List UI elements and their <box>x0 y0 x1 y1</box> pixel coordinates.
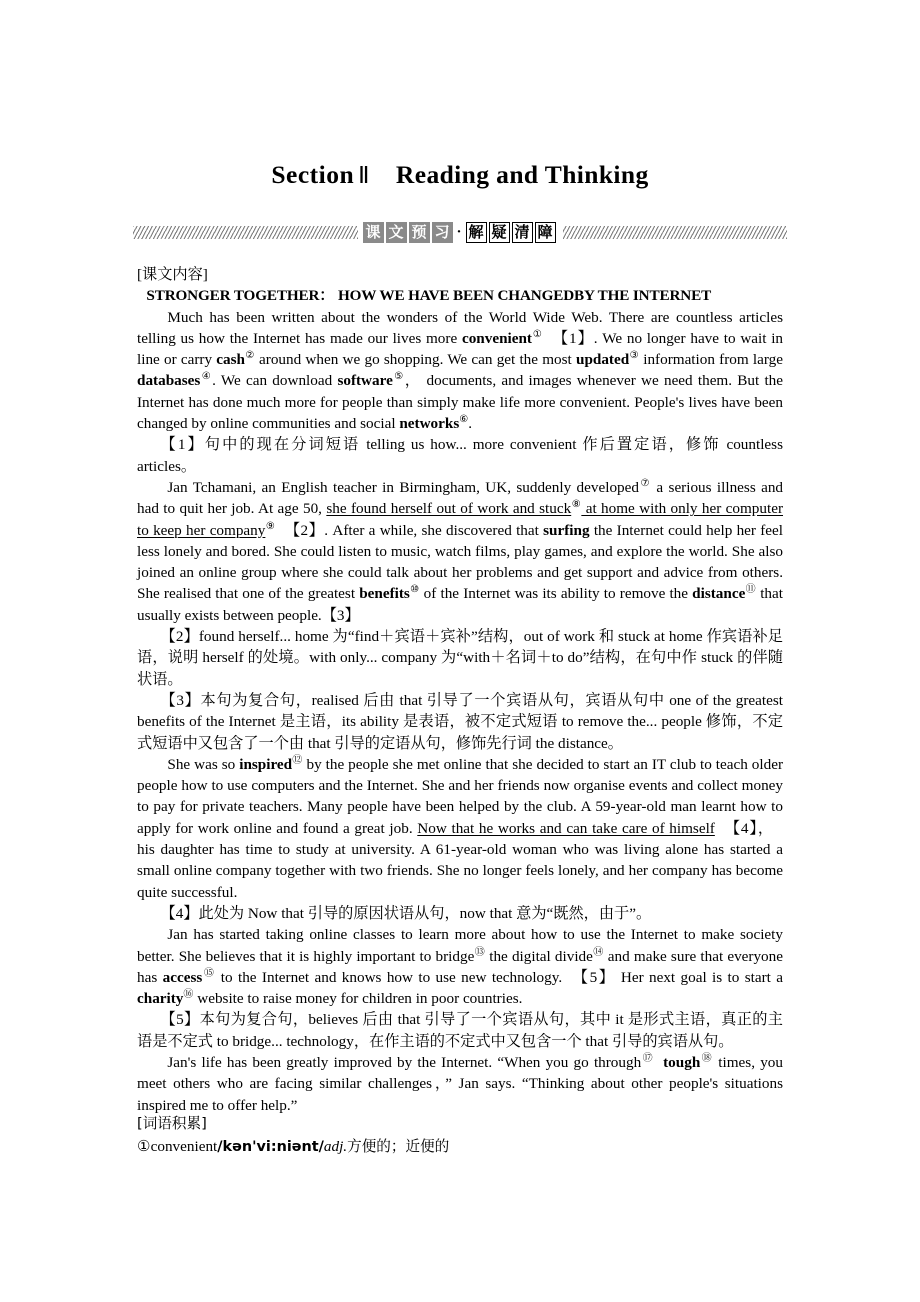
note-ref-2: 【2】 <box>284 521 325 539</box>
term-convenient: convenient <box>461 329 532 347</box>
note-2: 【2】found herself... home 为“find＋宾语＋宾补”结构，out of work 和 stuck at home 作宾语补足语，说明 herself 的处境。with only... company 为“with＋名词＋to do”结构，在句中作 stuck 的伴随状语。 <box>137 628 783 688</box>
term-cash: cash <box>216 351 245 369</box>
banner-char-wen: 文 <box>386 222 407 243</box>
term-updated: updated <box>576 351 630 369</box>
sup-5: ⑤ <box>392 371 405 383</box>
sup-11: ⑪ <box>745 584 757 596</box>
paragraph-2 <box>137 477 783 626</box>
banner-char-qing: 清 <box>512 222 533 243</box>
vocabulary-label: [词语积累] <box>137 1115 207 1132</box>
section-banner <box>133 219 787 245</box>
note-1: 【1】句中的现在分词短语 telling us how... more convenient 作后置定语，修饰 countless articles。 <box>137 436 783 475</box>
article-heading: STRONGER TOGETHER： HOW WE HAVE BEEN CHANGEDBY THE INTERNET <box>146 287 712 305</box>
term-distance: distance <box>692 585 746 603</box>
p1-text-g: . <box>468 415 473 433</box>
p4-text-b: the digital divide <box>485 947 593 965</box>
note-4: 【4】此处为 Now that 引导的原因状语从句，now that 意为“既然，由于”。 <box>160 904 652 922</box>
banner-char-yi: 疑 <box>489 222 510 243</box>
banner-core <box>358 219 563 245</box>
term-benefits: benefits <box>359 585 410 603</box>
term-access: access <box>162 968 203 986</box>
sup-14: ⑭ <box>592 946 604 958</box>
entry-pos: adj. <box>323 1138 348 1155</box>
sup-9: ⑨ <box>265 520 276 532</box>
vocabulary-entry <box>137 1135 783 1159</box>
term-networks: networks <box>399 415 460 433</box>
p4-text-e: Her next goal is to start a <box>615 968 783 986</box>
p2-text-f: that usually exists between people. <box>137 585 783 624</box>
banner-char-jie: 解 <box>466 222 487 243</box>
sup-3: ③ <box>629 350 640 362</box>
p3-underline-1: Now that he works and can take care of himself <box>417 819 715 837</box>
vocabulary-section <box>137 1112 783 1159</box>
note-3: 【3】本句为复合句，realised 后由 that 引导了一个宾语从句，宾语从句中 one of the greatest benefits of the Internet 是主语，its ability 是表语，被不定式短语 to remove the... people 修饰，不定式短语中又包含了一个由 that 引导的定语从句，修饰先行词 the distance。 <box>137 691 783 752</box>
term-databases: databases <box>137 372 201 390</box>
sup-18: ⑱ <box>700 1052 714 1064</box>
p4-text-a: Jan has started taking online classes to learn more about how to use the Internet to make society better. She believes that it is highly important to bridge <box>137 926 783 965</box>
sup-13: ⑬ <box>474 946 486 958</box>
p3-text-b: by the people she met online that she decided to start an IT club to teach older people how to use computers and the Internet. She and her friends now organise events and collect money to pay for private teachers. Many people have been helped by the club. A 59-year-old man learnt how to apply for work online and found a great job. <box>137 755 783 837</box>
p4-text-f: website to raise money for children in poor countries. <box>193 990 523 1008</box>
p1-text-c: around when we go shopping. We can get the most <box>254 351 576 369</box>
p5-text-a: Jan's life has been greatly improved by the Internet. “When you go through <box>167 1053 642 1071</box>
paragraph-5 <box>137 1052 783 1116</box>
article-content <box>137 264 783 1116</box>
note-ref-3: 【3】 <box>321 606 360 624</box>
sup-10: ⑩ <box>409 584 420 596</box>
p1-text-e: . We can download <box>212 372 338 390</box>
entry-word: convenient <box>150 1138 218 1155</box>
paragraph-4 <box>137 924 783 1009</box>
sup-12: ⑫ <box>292 754 303 766</box>
document-page <box>137 0 783 1302</box>
p3-text-a: She was so <box>167 755 240 773</box>
p2-underline-2: at home with only her computer to keep her company <box>137 500 784 539</box>
p2-text-d: the Internet could help her feel less lonely and bored. She could listen to music, watch films, play games, and explore the world. She also joined an online group where she could talk about her problems and get support and advice from others. She realised that one of the greatest <box>137 521 784 603</box>
sup-2: ② <box>244 350 255 362</box>
term-surfing: surfing <box>543 521 590 539</box>
hatch-left <box>133 226 358 239</box>
banner-char-xi: 习 <box>432 222 453 243</box>
banner-char-yu: 预 <box>409 222 430 243</box>
note-ref-1: 【1】 <box>551 329 594 347</box>
hatch-right <box>563 226 788 239</box>
sup-8: ⑧ <box>571 499 582 511</box>
section-numeral: Ⅱ <box>358 163 370 189</box>
term-software: software <box>337 372 393 390</box>
p1-text-f: ， documents, and images whenever we need them. But the Internet has done much more for people than simply make life more convenient. People's lives have been changed by online communities and social <box>137 372 784 433</box>
section-name: Reading and Thinking <box>395 160 649 189</box>
sup-4: ④ <box>200 371 213 383</box>
sup-15: ⑮ <box>202 967 216 979</box>
p2-text-a: Jan Tchamani, an English teacher in Birmingham, UK, suddenly developed <box>167 478 639 496</box>
paragraph-3 <box>137 754 783 903</box>
note-ref-4: 【4】， <box>723 819 774 837</box>
sup-17: ⑰ <box>641 1052 655 1064</box>
banner-separator-dot: · <box>456 223 462 240</box>
paragraph-1 <box>137 307 783 435</box>
p4-text-c: and make sure that everyone has <box>137 947 783 986</box>
term-tough: tough <box>663 1053 701 1071</box>
term-inspired: inspired <box>239 755 293 773</box>
sup-6: ⑥ <box>459 414 469 426</box>
content-label: [课文内容] <box>137 266 208 283</box>
p4-text-d: to the Internet and knows how to use new technology. <box>215 968 563 986</box>
entry-meaning: 方便的；近便的 <box>347 1138 450 1155</box>
p3-text-c: his daughter has time to study at university. A 61-year-old woman who was living alone has started a small online company together with two friends. She no longer feels lonely, and her company has become quite successful. <box>137 841 783 901</box>
p2-text-b: a serious illness and had to quit her job. At age 50, <box>137 478 784 518</box>
entry-number: ① <box>137 1138 151 1155</box>
page-title <box>137 160 783 190</box>
p5-text-b: times, you meet others who are facing similar challenges，” Jan says. “Thinking about other people's situations inspired me to offer help.” <box>137 1053 783 1114</box>
p2-text-c: . After a while, she discovered that <box>324 521 544 539</box>
p2-underline-1: she found herself out of work and stuck <box>326 500 572 518</box>
note-ref-5: 【5】 <box>571 968 616 986</box>
sup-16: ⑯ <box>183 989 194 1001</box>
sup-1: ① <box>531 328 543 340</box>
entry-ipa: /kən'vi:niənt/ <box>217 1139 324 1155</box>
sup-7: ⑦ <box>638 477 652 489</box>
note-5: 【5】本句为复合句，believes 后由 that 引导了一个宾语从句，其中 it 是形式主语，真正的主语是不定式 to bridge... technology，在作主语的不定式中又包含一个 that 引导的宾语从句。 <box>137 1011 783 1050</box>
p1-text-a: Much has been written about the wonders of the World Wide Web. There are countless articles telling us how the Internet has made our lives more <box>137 308 783 347</box>
p1-text-b: . We no longer have to wait in line or carry <box>137 329 784 369</box>
term-charity: charity <box>137 990 184 1008</box>
banner-char-zhang: 障 <box>535 222 556 243</box>
banner-char-ke: 课 <box>363 222 384 243</box>
section-word: Section <box>271 160 355 189</box>
p2-text-e: of the Internet was its ability to remove the <box>419 585 693 603</box>
p1-text-d: information from large <box>639 351 783 369</box>
